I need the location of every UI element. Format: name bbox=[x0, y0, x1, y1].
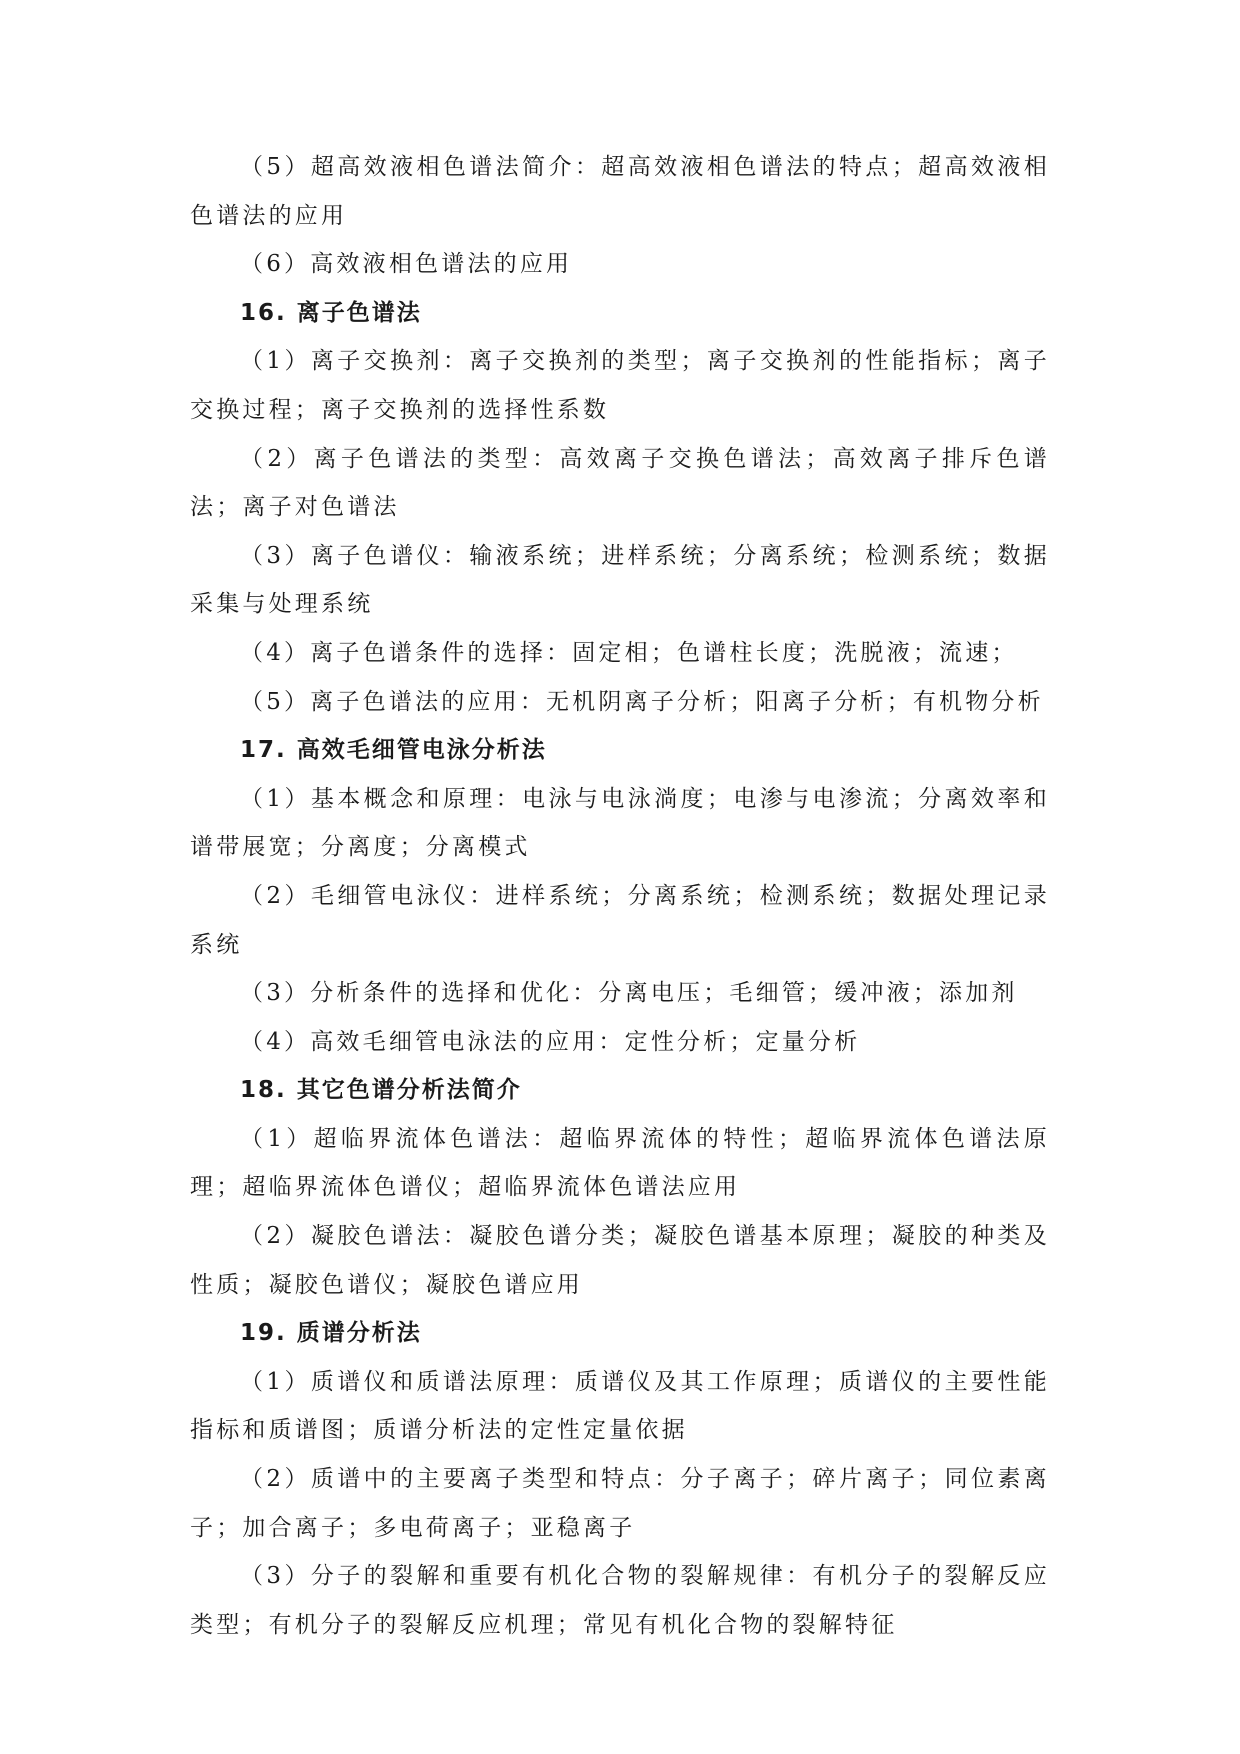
paragraph-ce-instrument: （2）毛细管电泳仪：进样系统；分离系统；检测系统；数据处理记录系统 bbox=[190, 882, 1050, 958]
paragraph-ion-chromatography-types: （2）离子色谱法的类型：高效离子交换色谱法；高效离子排斥色谱法；离子对色谱法 bbox=[190, 445, 1050, 521]
document-body bbox=[190, 143, 1050, 1649]
paragraph-sfc: （1）超临界流体色谱法：超临界流体的特性；超临界流体色谱法原理；超临界流体色谱仪；超临界流体色谱法应用 bbox=[190, 1125, 1050, 1201]
section-heading-17: 17. 高效毛细管电泳分析法 bbox=[240, 737, 547, 764]
paragraph-ce-application: （4）高效毛细管电泳法的应用：定性分析；定量分析 bbox=[240, 1028, 861, 1055]
paragraph-ion-exchanger: （1）离子交换剂：离子交换剂的类型；离子交换剂的性能指标；离子交换过程；离子交换剂的选择性系数 bbox=[190, 348, 1050, 423]
section-heading-18: 18. 其它色谱分析法简介 bbox=[240, 1077, 522, 1104]
paragraph-ms-principles: （1）质谱仪和质谱法原理：质谱仪及其工作原理；质谱仪的主要性能指标和质谱图；质谱分析法的定性定量依据 bbox=[190, 1368, 1050, 1444]
paragraph-ms-fragmentation: （3）分子的裂解和重要有机化合物的裂解规律：有机分子的裂解反应类型；有机分子的裂解反应机理；常见有机化合物的裂解特征 bbox=[190, 1563, 1050, 1638]
paragraph-ce-principles: （1）基本概念和原理：电泳与电泳淌度；电渗与电渗流；分离效率和谱带展宽；分离度；分离模式 bbox=[190, 785, 1050, 861]
paragraph-ion-chromatograph: （3）离子色谱仪：输液系统；进样系统；分离系统；检测系统；数据采集与处理系统 bbox=[190, 542, 1050, 618]
paragraph-gel-chromatography: （2）凝胶色谱法：凝胶色谱分类；凝胶色谱基本原理；凝胶的种类及性质；凝胶色谱仪；凝胶色谱应用 bbox=[190, 1223, 1050, 1298]
section-heading-16: 16. 离子色谱法 bbox=[240, 299, 422, 326]
paragraph-ion-chromatography-application: （5）离子色谱法的应用：无机阴离子分析；阳离子分析；有机物分析 bbox=[240, 688, 1044, 715]
paragraph-ms-ion-types: （2）质谱中的主要离子类型和特点：分子离子；碎片离子；同位素离子；加合离子；多电荷离子；亚稳离子 bbox=[190, 1466, 1050, 1541]
paragraph-5-uhplc-intro: （5）超高效液相色谱法简介：超高效液相色谱法的特点；超高效液相色谱法的应用 bbox=[190, 154, 1050, 229]
section-heading-19: 19. 质谱分析法 bbox=[240, 1320, 422, 1347]
paragraph-ce-conditions: （3）分析条件的选择和优化：分离电压；毛细管；缓冲液；添加剂 bbox=[240, 980, 1018, 1007]
paragraph-6-hplc-application: （6）高效液相色谱法的应用 bbox=[240, 251, 573, 278]
paragraph-ion-chromatography-conditions: （4）离子色谱条件的选择：固定相；色谱柱长度；洗脱液；流速； bbox=[240, 639, 1018, 666]
